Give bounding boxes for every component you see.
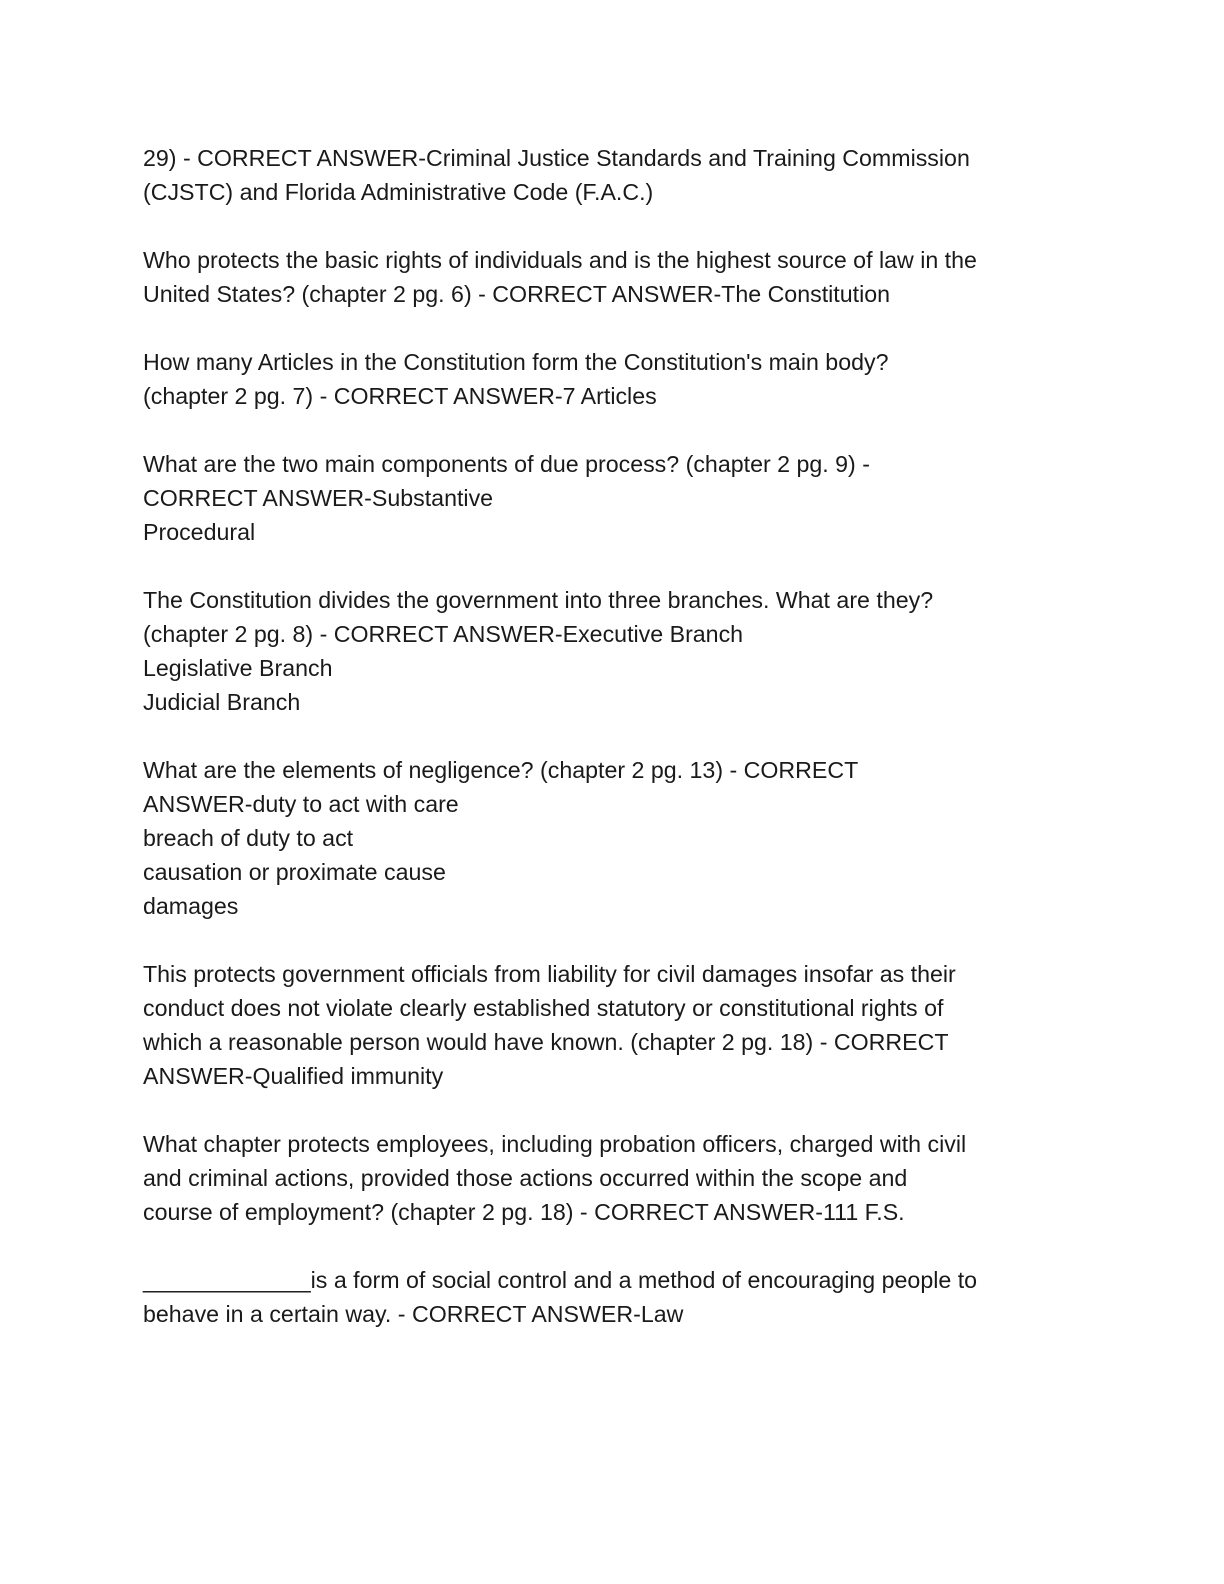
qa-due-process — [143, 447, 1083, 549]
qa-cjstc-fac — [143, 141, 1083, 209]
qa-articles-count — [143, 345, 1083, 413]
text-line: behave in a certain way. - CORRECT ANSWER-Law — [143, 1301, 684, 1327]
qa-chapter-111 — [143, 1127, 1083, 1229]
text-line: United States? (chapter 2 pg. 6) - CORRECT ANSWER-The Constitution — [143, 281, 891, 307]
text-line: Procedural — [143, 519, 256, 545]
text-line: ANSWER-duty to act with care — [143, 791, 459, 817]
text-line: 29) - CORRECT ANSWER-Criminal Justice Standards and Training Commission — [143, 145, 970, 171]
text-line: (CJSTC) and Florida Administrative Code (F.A.C.) — [143, 179, 654, 205]
qa-negligence-elements — [143, 753, 1083, 923]
text-line: Legislative Branch — [143, 655, 333, 681]
qa-law-social-control — [143, 1263, 1083, 1331]
text-line: This protects government officials from liability for civil damages insofar as their — [143, 961, 956, 987]
text-line: ANSWER-Qualified immunity — [143, 1063, 444, 1089]
text-line: conduct does not violate clearly established statutory or constitutional rights of — [143, 995, 944, 1021]
qa-qualified-immunity — [143, 957, 1083, 1093]
text-line: _____________is a form of social control and a method of encouraging people to — [143, 1267, 978, 1293]
text-line: and criminal actions, provided those actions occurred within the scope and — [143, 1165, 908, 1191]
qa-constitution-highest-law — [143, 243, 1083, 311]
text-line: Judicial Branch — [143, 689, 301, 715]
text-line: What are the two main components of due process? (chapter 2 pg. 9) - — [143, 451, 870, 477]
text-line: course of employment? (chapter 2 pg. 18) - CORRECT ANSWER-111 F.S. — [143, 1199, 905, 1225]
text-line: What chapter protects employees, including probation officers, charged with civil — [143, 1131, 967, 1157]
text-line: (chapter 2 pg. 7) - CORRECT ANSWER-7 Articles — [143, 383, 657, 409]
text-line: breach of duty to act — [143, 825, 354, 851]
qa-three-branches — [143, 583, 1083, 719]
text-line: damages — [143, 893, 239, 919]
text-line: which a reasonable person would have known. (chapter 2 pg. 18) - CORRECT — [143, 1029, 949, 1055]
document-page — [143, 141, 1083, 1365]
text-line: What are the elements of negligence? (chapter 2 pg. 13) - CORRECT — [143, 757, 859, 783]
text-line: Who protects the basic rights of individuals and is the highest source of law in the — [143, 247, 977, 273]
text-line: How many Articles in the Constitution form the Constitution's main body? — [143, 349, 889, 375]
text-line: The Constitution divides the government into three branches. What are they? — [143, 587, 934, 613]
text-line: causation or proximate cause — [143, 859, 446, 885]
text-line: CORRECT ANSWER-Substantive — [143, 485, 494, 511]
text-line: (chapter 2 pg. 8) - CORRECT ANSWER-Executive Branch — [143, 621, 744, 647]
